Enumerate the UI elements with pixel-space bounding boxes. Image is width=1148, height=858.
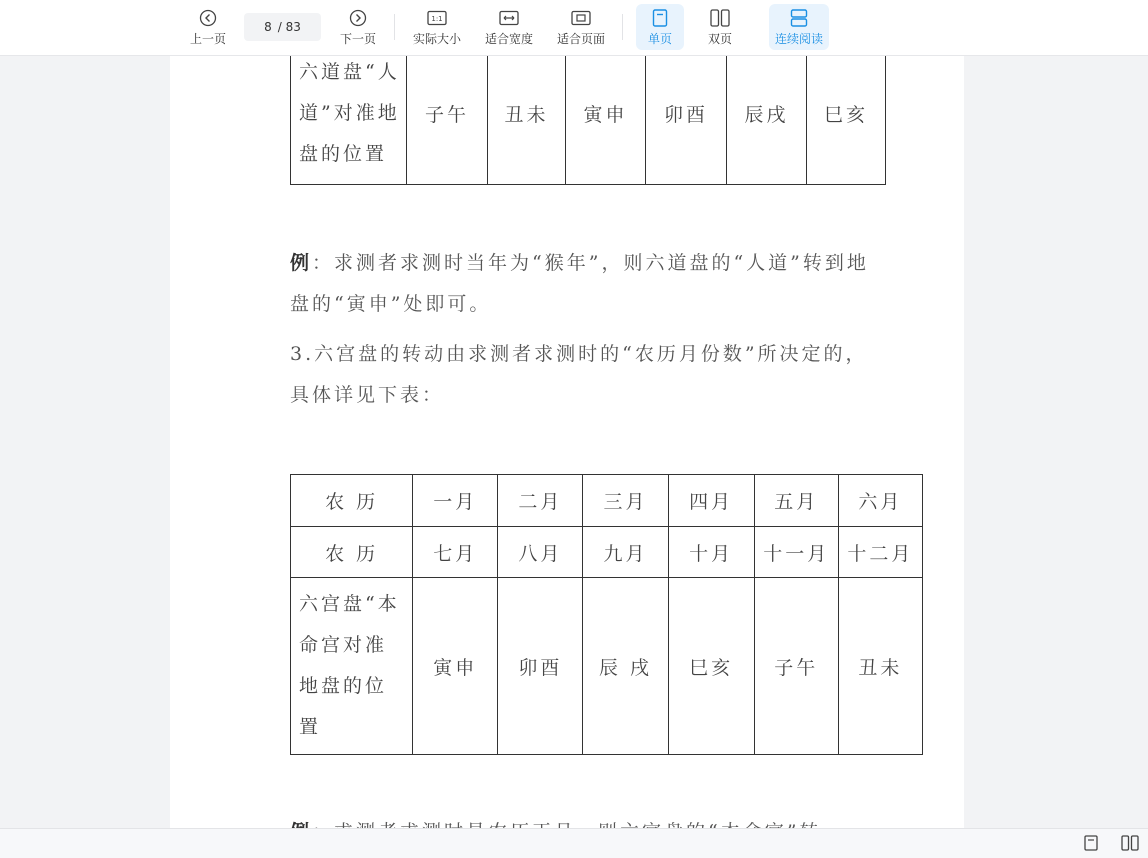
example-paragraph — [290, 243, 870, 325]
table-human-path — [290, 43, 886, 185]
table-cell: 丑未 — [488, 43, 566, 184]
chevron-left-circle-icon — [198, 8, 218, 28]
table-row — [291, 475, 923, 527]
double-page-button[interactable] — [698, 4, 742, 50]
page-current[interactable]: 8 — [264, 20, 272, 34]
continuous-reading-label: 连续阅读 — [774, 32, 823, 46]
table-cell: 巳亥 — [668, 578, 754, 755]
table-cell: 二月 — [498, 475, 583, 527]
fit-page-icon — [571, 8, 591, 28]
toolbar-divider — [622, 14, 623, 40]
table-cell: 五月 — [754, 475, 838, 527]
continuous-reading-icon — [789, 8, 809, 28]
actual-size-icon — [427, 8, 447, 28]
single-page-button[interactable] — [636, 4, 684, 50]
table-row-header: 农 历 — [291, 527, 413, 578]
table-cell: 巳亥 — [807, 43, 886, 184]
table-cell: 子午 — [754, 578, 838, 755]
table-cell: 七月 — [413, 527, 498, 578]
single-page-view-icon[interactable] — [1082, 834, 1100, 852]
single-page-icon — [650, 8, 670, 28]
single-page-label: 单页 — [647, 32, 672, 46]
actual-size-label: 实际大小 — [412, 32, 461, 46]
document-page — [170, 55, 964, 828]
table-cell: 卯酉 — [498, 578, 583, 755]
chevron-right-circle-icon — [348, 8, 368, 28]
prev-page-button[interactable] — [186, 4, 230, 50]
table-cell: 四月 — [668, 475, 754, 527]
table-cell: 六月 — [838, 475, 922, 527]
fit-page-button[interactable] — [554, 4, 608, 50]
next-page-label: 下一页 — [339, 32, 376, 46]
page-total: / 83 — [277, 20, 301, 34]
table-cell: 九月 — [583, 527, 668, 578]
table-row — [291, 43, 886, 184]
table-cell: 寅申 — [566, 43, 646, 184]
continuous-reading-button[interactable] — [769, 4, 829, 50]
table-cell: 三月 — [583, 475, 668, 527]
table-cell: 子午 — [407, 43, 488, 184]
example-text: ：求测者求测时当年为“猴年”，则六道盘的“人道”转到地盘的“寅申”处即可。 — [290, 252, 869, 315]
table-cell: 寅申 — [413, 578, 498, 755]
table-row-header: 六宫盘“本命宫对准地盘的位置 — [291, 578, 413, 755]
table-cell: 十一月 — [754, 527, 838, 578]
double-page-view-icon[interactable] — [1121, 834, 1139, 852]
next-page-button[interactable] — [336, 4, 380, 50]
table-cell: 十二月 — [838, 527, 922, 578]
fit-width-button[interactable] — [482, 4, 536, 50]
double-page-label: 双页 — [707, 32, 732, 46]
actual-size-glyph: 1:1 — [431, 15, 443, 23]
status-bar — [0, 828, 1148, 858]
page-indicator[interactable] — [244, 13, 321, 41]
table-cell: 丑未 — [838, 578, 922, 755]
table-cell: 辰戌 — [727, 43, 807, 184]
toolbar-divider — [394, 14, 395, 40]
table-row — [291, 527, 923, 578]
table-row — [291, 578, 923, 755]
double-page-icon — [710, 8, 730, 28]
body-paragraph: 3.六宫盘的转动由求测者求测时的“农历月份数”所决定的，具体详见下表： — [290, 343, 868, 406]
fit-width-icon — [499, 8, 519, 28]
table-cell: 辰 戌 — [583, 578, 668, 755]
table-cell: 十月 — [668, 527, 754, 578]
table-row-header: 农 历 — [291, 475, 413, 527]
viewer-toolbar — [0, 0, 1148, 56]
table-cell: 八月 — [498, 527, 583, 578]
prev-page-label: 上一页 — [189, 32, 226, 46]
fit-width-label: 适合宽度 — [484, 32, 533, 46]
table-cell: 一月 — [413, 475, 498, 527]
fit-page-label: 适合页面 — [556, 32, 605, 46]
example-label: 例 — [290, 252, 313, 274]
table-cell: 卯酉 — [646, 43, 727, 184]
table-row-header: 六道盘“人道”对准地盘的位置 — [291, 43, 407, 184]
actual-size-button[interactable] — [410, 4, 464, 50]
table-lunar-month — [290, 474, 923, 755]
